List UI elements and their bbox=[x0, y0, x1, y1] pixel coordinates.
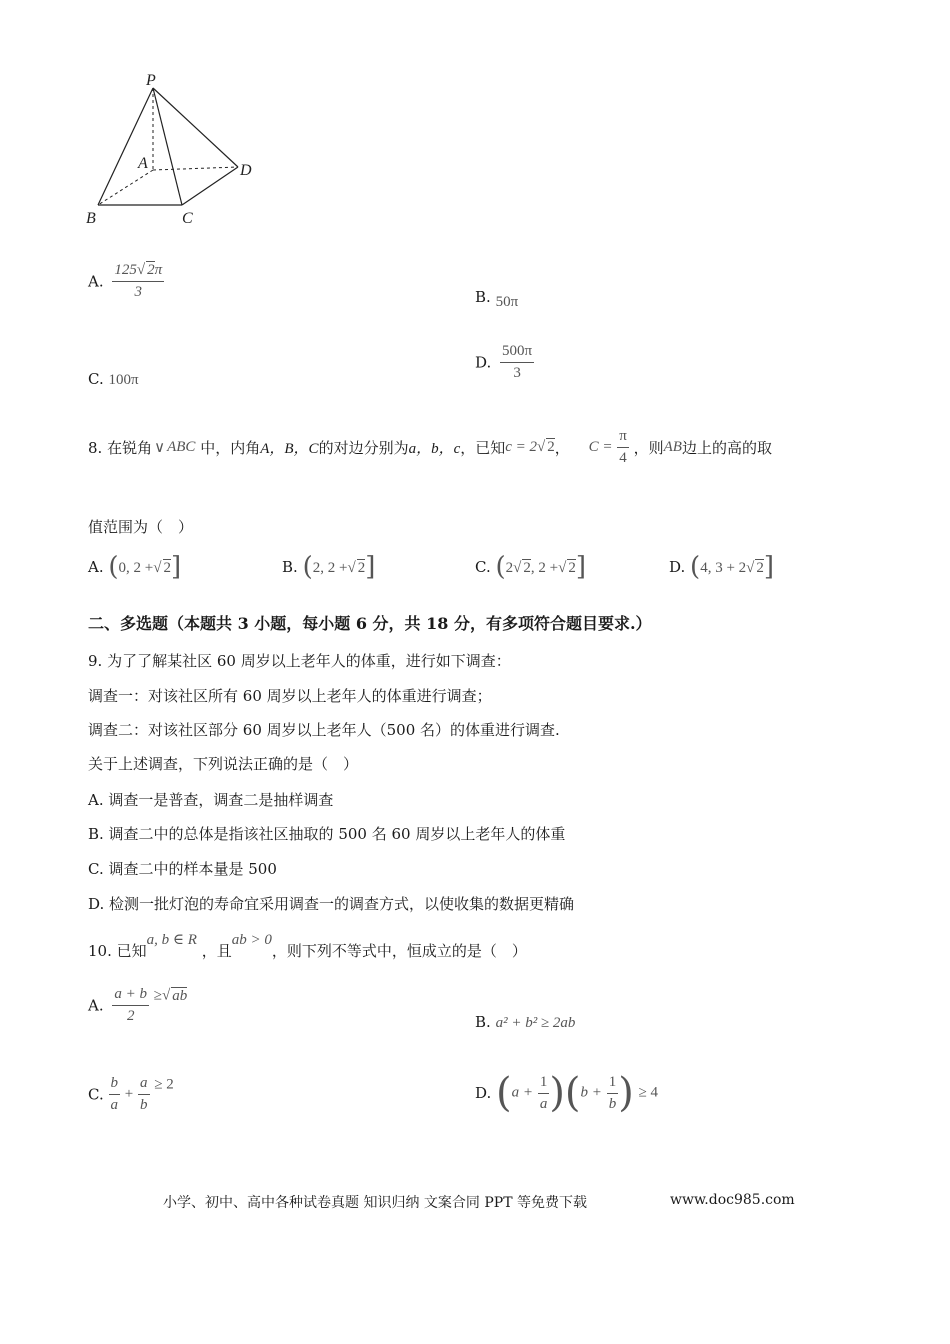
q7-option-d: D. $\frac{500\pi}{3}$ bbox=[475, 343, 533, 381]
vertex-b-label: B bbox=[86, 210, 96, 227]
q7-option-c: C. 100π bbox=[88, 370, 139, 388]
q7-option-a: A. $\frac{125√ 2\pi}{3}$ bbox=[88, 262, 163, 300]
q8-stem: 8. 在锐角 ∨ ABC 中，内角A，B，C的对边分别为a，b，c，已知c = 2√ 2， C = $\frac{\pi}{4}$ ，则AB边上的高的取 bbox=[88, 428, 772, 466]
q8-option-a: A. (0, 2 +√ 2] bbox=[88, 552, 182, 582]
q9-survey-2: 调查二：对该社区部分 60 周岁以上老年人（500 名）的体重进行调查. bbox=[88, 721, 560, 739]
q8-option-c: C. (2√ 2, 2 +√ 2] bbox=[475, 552, 586, 582]
vertex-d-label: D bbox=[240, 162, 252, 179]
q9-stem: 9. 为了了解某社区 60 周岁以上老年人的体重，进行如下调查： bbox=[88, 652, 511, 670]
q8-option-b: B. (2, 2 +√ 2] bbox=[282, 552, 376, 582]
q10-stem: 10. 已知a, b ∈ R ，且ab > 0，则下列不等式中，恒成立的是（ ） bbox=[88, 932, 527, 960]
q10-option-a: A. $\frac{a + b}{2}$ ≥√ ab bbox=[88, 986, 188, 1024]
q10-option-c: C. $\frac{b}{a}$ + $\frac{a}{b}$ ≥ 2 bbox=[88, 1075, 174, 1113]
q9-option-b: B. 调查二中的总体是指该社区抽取的 500 名 60 周岁以上老年人的体重 bbox=[88, 825, 566, 843]
q10-option-d: D. (a + $\frac{1}{a}$ )(b + $\frac{1}{b}$ ) ≥ 4 bbox=[475, 1070, 659, 1116]
section-2-heading: 二、多选题（本题共 3 小题，每小题 6 分，共 18 分，有多项符合题目要求.） bbox=[88, 614, 652, 633]
vertex-a-label: A bbox=[138, 155, 148, 172]
q9-question: 关于上述调查，下列说法正确的是（ ） bbox=[88, 755, 359, 773]
q7-option-b: B. 50π bbox=[475, 288, 519, 310]
footer-text: 小学、初中、高中各种试卷真题 知识归纳 文案合同 PPT 等免费下载 bbox=[163, 1195, 587, 1211]
q8-option-d: D. (4, 3 + 2√ 2] bbox=[669, 552, 775, 582]
q9-option-a: A. 调查一是普查，调查二是抽样调查 bbox=[88, 791, 334, 809]
q8-stem-line2: 值范围为（ ） bbox=[88, 518, 194, 536]
pyramid-figure bbox=[80, 68, 270, 233]
q9-option-d: D. 检测一批灯泡的寿命宜采用调查一的调查方式，以使收集的数据更精确 bbox=[88, 895, 575, 913]
q10-option-b: B. a² + b² ≥ 2ab bbox=[475, 1013, 576, 1031]
vertex-p-label: P bbox=[146, 72, 156, 89]
q9-survey-1: 调查一：对该社区所有 60 周岁以上老年人的体重进行调查； bbox=[88, 687, 492, 705]
vertex-c-label: C bbox=[182, 210, 193, 227]
footer-link[interactable]: www.doc985.com bbox=[670, 1192, 795, 1208]
q9-option-c: C. 调查二中的样本量是 500 bbox=[88, 860, 277, 878]
